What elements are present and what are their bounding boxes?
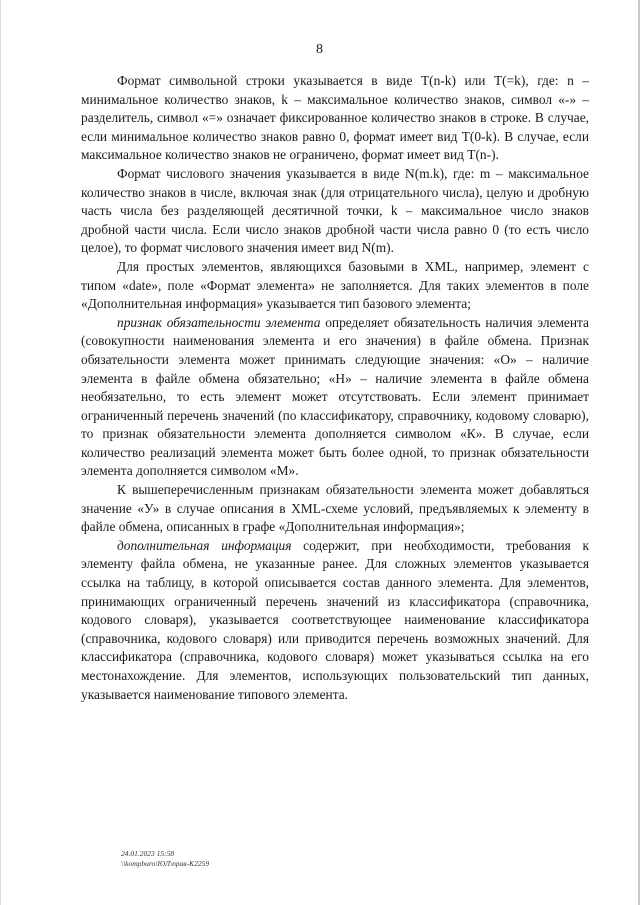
paragraph-number-format: Формат числового значения указывается в виде N(m.k), где: m – максимальное количество знаков в числе, включая знак (для отрицательного числа), целую и дробную часть числа без разделяющей десятичной точки, k – максимальное число знаков дробной части числа. Если число знаков дробной части числа равно 0 (то есть число целое), то формат числового значения имеет вид N(m). [81, 165, 589, 256]
document-body [81, 72, 589, 704]
paragraph-string-format: Формат символьной строки указывается в виде T(n-k) или T(=k), где: n – минимальное количество знаков, k – максимальное количество знаков, символ «-» – разделитель, символ «=» означает фиксированное количество знаков в строке. В случае, если минимальное количество знаков равно 0, формат имеет вид T(0-k). В случае, если максимальное количество знаков не ограничено, формат имеет вид T(n-). [81, 73, 589, 163]
term-additional-info: дополнительная информация [117, 537, 292, 553]
footer-file-path: \\kompburo\ЮЛ\прав-К2259 [121, 858, 210, 868]
footer-timestamp: 24.01.2023 15:58 [121, 849, 175, 858]
footer-stamp [121, 849, 209, 868]
page-number: 8 [316, 42, 323, 57]
paragraph-mandatory-flag-text: определяет обязательность наличия элемента (совокупности наименования элемента и его значения) в файле обмена. Признак обязательности элемента может принимать следующие значения: «О» – наличие элемента в файле обмена обязательно; «Н» – наличие элемента в файле обмена необязательно, то есть элемент может отсутствовать. Если элемент принимает ограниченный перечень значений (по классификатору, справочнику, кодовому словарю), то признак обязательности элемента дополняется символом «К». В случае, если количество реализаций элемента может быть более одной, то признак обязательности элемента дополняется символом «М». [81, 314, 589, 479]
term-mandatory-flag: признак обязательности элемента [117, 314, 321, 330]
paragraph-simple-elements: Для простых элементов, являющихся базовыми в XML, например, элемент с типом «date», поле «Формат элемента» не заполняется. Для таких элементов в поле «Дополнительная информация» указывается тип базового элемента; [81, 258, 589, 312]
paragraph-additional-info [81, 537, 589, 704]
paragraph-condition-flag: К вышеперечисленным признакам обязательности элемента может добавляться значение «У» в случае описания в XML-схеме условий, предъявляемых к элементу в файле обмена, описанных в графе «Дополнительная информация»; [81, 482, 589, 535]
paragraph-mandatory-flag [81, 314, 589, 481]
paragraph-additional-info-text: содержит, при необходимости, требования к элементу файла обмена, не указанные ранее. Для сложных элементов указывается ссылка на таблицу, в которой описывается состав данного элемента. Для элементов, принимающих ограниченный перечень значений из классификатора (справочника, кодового словаря), указывается соответствующее наименование классификатора (справочника, кодового словаря) или приводится перечень возможных значений. Для классификатора (справочника, кодового словаря) может указываться ссылка на его местонахождение. Для элементов, использующих пользовательский тип данных, указывается наименование типового элемента. [81, 537, 589, 702]
